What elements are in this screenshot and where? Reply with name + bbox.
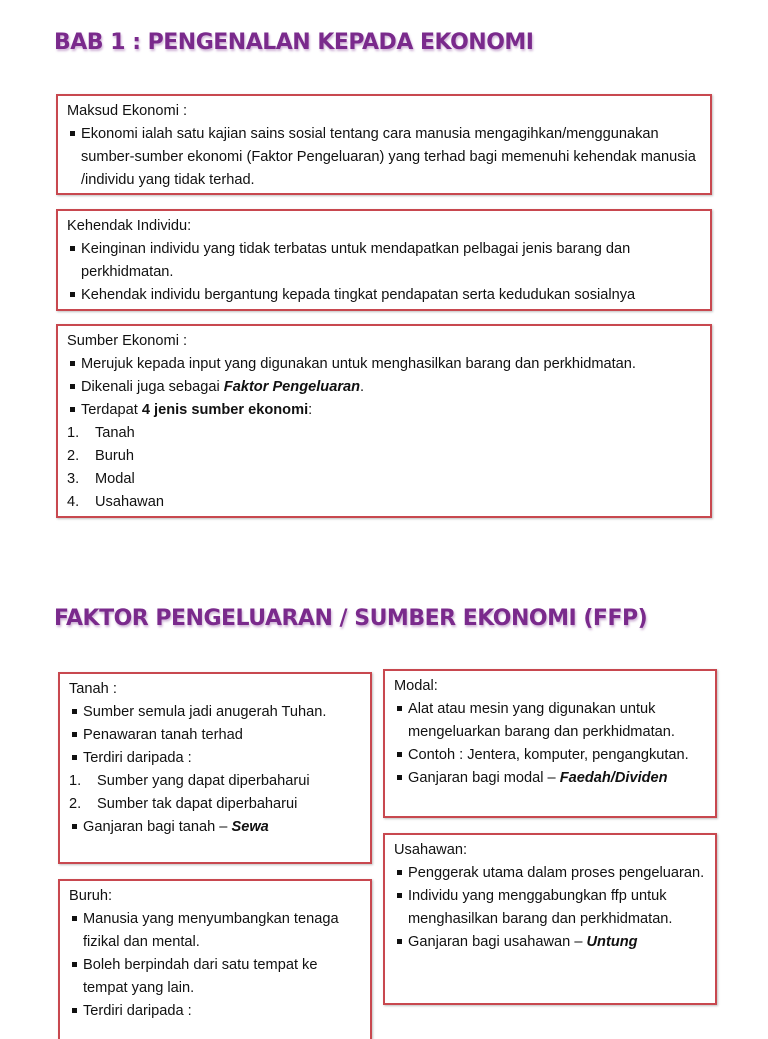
bold-text: 4 jenis sumber ekonomi — [141, 402, 309, 418]
numbered-item — [67, 445, 701, 468]
box-title: Kehendak Individu: — [67, 218, 192, 234]
bullet-item: Manusia yang menyumbangkan tenaga fizikal dan mental. — [69, 908, 361, 954]
bullet-item: Penggerak utama dalam proses pengeluaran. — [394, 862, 706, 885]
bullet-item: Penawaran tanah terhad — [69, 724, 361, 747]
bullet-item: Terdiri daripada : — [69, 747, 361, 770]
box-title: Buruh: — [69, 888, 112, 904]
item-number: 2. — [67, 448, 80, 464]
item-text: Tanah — [95, 425, 135, 441]
bullet-text: . — [360, 379, 365, 395]
section-heading: FAKTOR PENGELUARAN / SUMBER EKONOMI (FFP) — [54, 606, 648, 631]
bullet-item: Individu yang menggabungkan ffp untuk menghasilkan barang dan perkhidmatan. — [394, 885, 706, 931]
item-text: Sumber yang dapat diperbaharui — [97, 773, 310, 789]
box-title: Sumber Ekonomi : — [67, 333, 188, 349]
item-number: 2. — [69, 796, 82, 812]
item-number: 4. — [67, 494, 80, 510]
bullet-text: Ganjaran bagi usahawan – — [408, 934, 587, 950]
bullet-text: Dikenali juga sebagai — [81, 379, 224, 395]
box-title: Usahawan: — [394, 842, 468, 858]
individual-wants-box — [56, 209, 712, 311]
bullet-item: Terdiri daripada : — [69, 1000, 361, 1023]
box-title: Modal: — [394, 678, 438, 694]
bullet-item: Merujuk kepada input yang digunakan untuk menghasilkan barang dan perkhidmatan. — [67, 353, 701, 376]
item-text: Usahawan — [95, 494, 164, 510]
numbered-item — [69, 770, 361, 793]
numbered-item — [69, 793, 361, 816]
economic-resources-box — [56, 324, 712, 518]
item-number: 1. — [69, 773, 82, 789]
bullet-item: Alat atau mesin yang digunakan untuk mengeluarkan barang dan perkhidmatan. — [394, 698, 706, 744]
bullet-item — [394, 931, 706, 954]
bullet-item — [67, 376, 701, 399]
labour-box — [58, 879, 372, 1039]
bullet-item — [67, 399, 701, 422]
bullet-text: Terdapat — [81, 402, 142, 418]
item-number: 3. — [67, 471, 80, 487]
bullet-item: Boleh berpindah dari satu tempat ke tempat yang lain. — [69, 954, 361, 1000]
item-text: Modal — [95, 471, 135, 487]
land-box — [58, 672, 372, 864]
bullet-item: Keinginan individu yang tidak terbatas untuk mendapatkan pelbagai jenis barang dan perkhidmatan. — [67, 238, 701, 284]
emphasis-text: Faedah/Dividen — [559, 770, 668, 786]
bullet-item: Kehendak individu bergantung kepada tingkat pendapatan serta kedudukan sosialnya — [67, 284, 701, 307]
numbered-item — [67, 468, 701, 491]
entrepreneur-box — [383, 833, 717, 1005]
item-text: Sumber tak dapat diperbaharui — [97, 796, 298, 812]
numbered-item — [67, 422, 701, 445]
item-text: Buruh — [95, 448, 134, 464]
bullet-text: Ganjaran bagi tanah – — [83, 819, 232, 835]
bullet-item: Contoh : Jentera, komputer, pengangkutan. — [394, 744, 706, 767]
box-title: Tanah : — [69, 681, 117, 697]
emphasis-text: Untung — [586, 934, 638, 950]
emphasis-text: Sewa — [231, 819, 269, 835]
capital-box — [383, 669, 717, 818]
definition-box — [56, 94, 712, 195]
bullet-item — [394, 767, 706, 790]
bullet-item: Sumber semula jadi anugerah Tuhan. — [69, 701, 361, 724]
box-title: Maksud Ekonomi : — [67, 103, 188, 119]
bullet-item — [69, 816, 361, 839]
item-number: 1. — [67, 425, 80, 441]
bullet-text: : — [308, 402, 313, 418]
bullet-text: Ganjaran bagi modal – — [408, 770, 560, 786]
chapter-heading: BAB 1 : PENGENALAN KEPADA EKONOMI — [54, 30, 534, 55]
emphasis-text: Faktor Pengeluaran — [223, 379, 361, 395]
bullet-item: Ekonomi ialah satu kajian sains sosial tentang cara manusia mengagihkan/menggunakan sumber-sumber ekonomi (Faktor Pengeluaran) yang terhad bagi memenuhi kehendak manusia /individu yang tidak terhad. — [67, 123, 701, 192]
numbered-item — [67, 491, 701, 514]
